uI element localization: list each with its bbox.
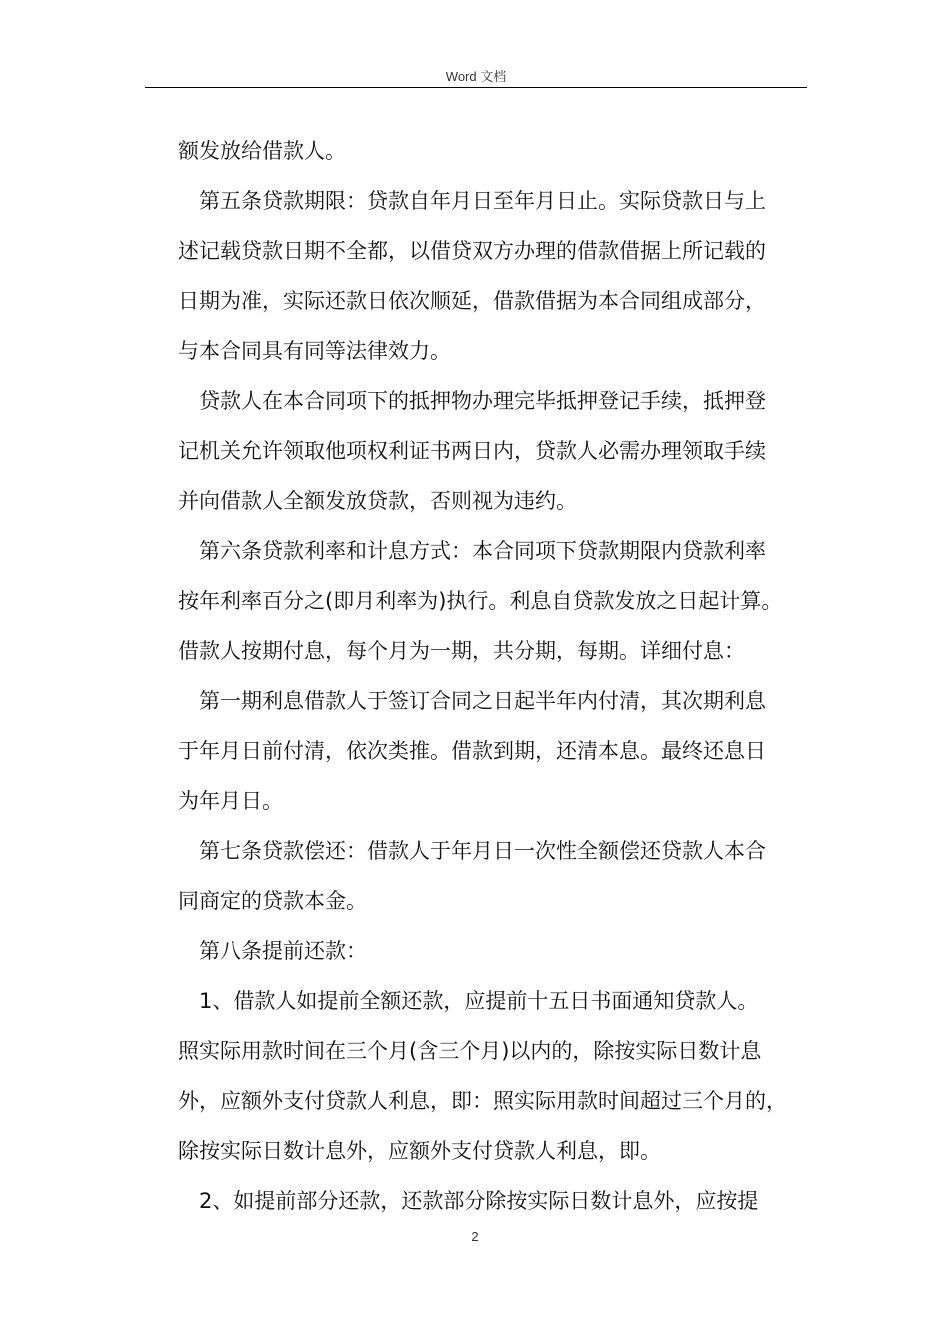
text-line: 按年利率百分之(即月利率为)执行。利息自贷款发放之日起计算。 xyxy=(178,589,783,613)
text-line: 日期为准，实际还款日依次顺延，借款借据为本合同组成部分， xyxy=(178,289,766,313)
text-line: 述记载贷款日期不全都，以借贷双方办理的借款借据上所记载的 xyxy=(178,239,766,263)
text-line: 贷款人在本合同项下的抵押物办理完毕抵押登记手续，抵押登 xyxy=(199,389,766,413)
text-line: 为年月日。 xyxy=(178,789,283,813)
page-number: 2 xyxy=(471,1229,479,1244)
text-line: 额发放给借款人。 xyxy=(178,139,346,163)
text-line: 照实际用款时间在三个月(含三个月)以内的，除按实际日数计息 xyxy=(178,1039,762,1063)
text-line: 第七条贷款偿还：借款人于年月日一次性全额偿还贷款人本合 xyxy=(199,839,766,863)
text-line: 除按实际日数计息外，应额外支付贷款人利息，即。 xyxy=(178,1139,661,1163)
text-line: 第五条贷款期限：贷款自年月日至年月日止。实际贷款日与上 xyxy=(199,189,766,213)
page-header: Word 文档 xyxy=(445,69,507,84)
header-divider xyxy=(145,87,807,88)
text-line: 1、借款人如提前全额还款，应提前十五日书面通知贷款人。 xyxy=(199,989,759,1013)
text-line: 2、如提前部分还款，还款部分除按实际日数计息外，应按提 xyxy=(199,1189,759,1213)
text-line: 记机关允许领取他项权利证书两日内，贷款人必需办理领取手续 xyxy=(178,439,766,463)
text-line: 第一期利息借款人于签订合同之日起半年内付清，其次期利息 xyxy=(199,689,766,713)
text-line: 外，应额外支付贷款人利息，即：照实际用款时间超过三个月的， xyxy=(178,1089,787,1113)
document-body xyxy=(178,126,818,1226)
text-line: 借款人按期付息，每个月为一期，共分期，每期。详细付息： xyxy=(178,639,745,663)
text-line: 与本合同具有同等法律效力。 xyxy=(178,339,451,363)
text-line: 第八条提前还款： xyxy=(199,939,367,963)
text-line: 同商定的贷款本金。 xyxy=(178,889,367,913)
text-line: 第六条贷款利率和计息方式：本合同项下贷款期限内贷款利率 xyxy=(199,539,766,563)
text-line: 并向借款人全额发放贷款，否则视为违约。 xyxy=(178,489,577,513)
text-line: 于年月日前付清，依次类推。借款到期，还清本息。最终还息日 xyxy=(178,739,766,763)
